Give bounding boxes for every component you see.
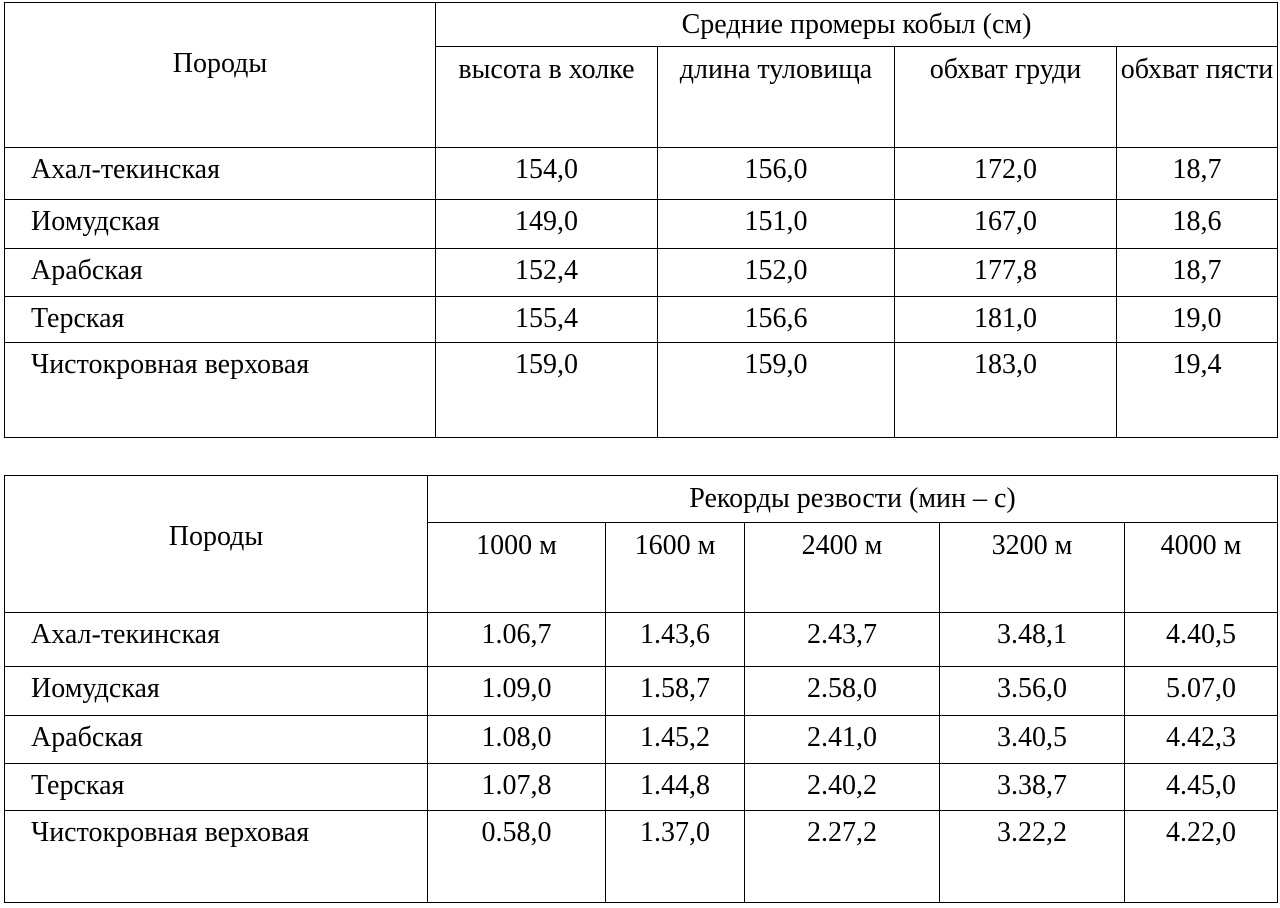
breeds-header: Породы — [5, 476, 428, 613]
column-header: 4000 м — [1125, 523, 1278, 613]
table-row — [5, 716, 1278, 764]
breed-name: Терская — [5, 297, 436, 343]
value-cell: 167,0 — [895, 200, 1117, 249]
speed-records-table — [4, 475, 1278, 903]
column-header: 3200 м — [940, 523, 1125, 613]
value-cell: 2.43,7 — [745, 613, 940, 667]
measurements-table — [4, 2, 1278, 438]
table-row — [5, 613, 1278, 667]
breed-name: Чистокровная верховая — [5, 343, 436, 438]
value-cell: 2.40,2 — [745, 764, 940, 811]
table-row — [5, 343, 1278, 438]
value-cell: 177,8 — [895, 249, 1117, 297]
value-cell: 2.41,0 — [745, 716, 940, 764]
value-cell: 3.40,5 — [940, 716, 1125, 764]
value-cell: 1.06,7 — [428, 613, 606, 667]
value-cell: 3.38,7 — [940, 764, 1125, 811]
column-header: 2400 м — [745, 523, 940, 613]
value-cell: 4.22,0 — [1125, 811, 1278, 903]
table-row — [5, 297, 1278, 343]
value-cell: 4.40,5 — [1125, 613, 1278, 667]
column-header: 1000 м — [428, 523, 606, 613]
value-cell: 159,0 — [436, 343, 658, 438]
value-cell: 183,0 — [895, 343, 1117, 438]
column-header: обхват пясти — [1117, 47, 1278, 148]
value-cell: 1.08,0 — [428, 716, 606, 764]
breed-name: Иомудская — [5, 200, 436, 249]
value-cell: 1.09,0 — [428, 667, 606, 716]
value-cell: 172,0 — [895, 148, 1117, 200]
column-header: длина туловища — [658, 47, 895, 148]
value-cell: 152,0 — [658, 249, 895, 297]
value-cell: 181,0 — [895, 297, 1117, 343]
value-cell: 159,0 — [658, 343, 895, 438]
breed-name: Ахал-текинская — [5, 148, 436, 200]
breed-name: Иомудская — [5, 667, 428, 716]
value-cell: 1.07,8 — [428, 764, 606, 811]
value-cell: 18,7 — [1117, 249, 1278, 297]
value-cell: 154,0 — [436, 148, 658, 200]
value-cell: 2.58,0 — [745, 667, 940, 716]
value-cell: 19,0 — [1117, 297, 1278, 343]
value-cell: 3.22,2 — [940, 811, 1125, 903]
column-header: 1600 м — [606, 523, 745, 613]
breeds-header: Породы — [5, 3, 436, 148]
breed-name: Терская — [5, 764, 428, 811]
value-cell: 19,4 — [1117, 343, 1278, 438]
value-cell: 156,6 — [658, 297, 895, 343]
value-cell: 155,4 — [436, 297, 658, 343]
value-cell: 149,0 — [436, 200, 658, 249]
table-row — [5, 667, 1278, 716]
table-row — [5, 249, 1278, 297]
table-row — [5, 148, 1278, 200]
value-cell: 5.07,0 — [1125, 667, 1278, 716]
breed-name: Ахал-текинская — [5, 613, 428, 667]
value-cell: 156,0 — [658, 148, 895, 200]
value-cell: 151,0 — [658, 200, 895, 249]
measurements-group-header: Средние промеры кобыл (см) — [436, 3, 1278, 47]
value-cell: 1.45,2 — [606, 716, 745, 764]
speed-records-group-header: Рекорды резвости (мин – с) — [428, 476, 1278, 523]
value-cell: 3.56,0 — [940, 667, 1125, 716]
value-cell: 152,4 — [436, 249, 658, 297]
value-cell: 4.42,3 — [1125, 716, 1278, 764]
value-cell: 3.48,1 — [940, 613, 1125, 667]
column-header: обхват груди — [895, 47, 1117, 148]
breed-name: Арабская — [5, 716, 428, 764]
value-cell: 18,6 — [1117, 200, 1278, 249]
value-cell: 1.37,0 — [606, 811, 745, 903]
value-cell: 2.27,2 — [745, 811, 940, 903]
table-row — [5, 200, 1278, 249]
value-cell: 1.44,8 — [606, 764, 745, 811]
table-row — [5, 764, 1278, 811]
table-row — [5, 811, 1278, 903]
breed-name: Чистокровная верховая — [5, 811, 428, 903]
value-cell: 1.58,7 — [606, 667, 745, 716]
value-cell: 4.45,0 — [1125, 764, 1278, 811]
value-cell: 0.58,0 — [428, 811, 606, 903]
breed-name: Арабская — [5, 249, 436, 297]
column-header: высота в холке — [436, 47, 658, 148]
value-cell: 1.43,6 — [606, 613, 745, 667]
value-cell: 18,7 — [1117, 148, 1278, 200]
